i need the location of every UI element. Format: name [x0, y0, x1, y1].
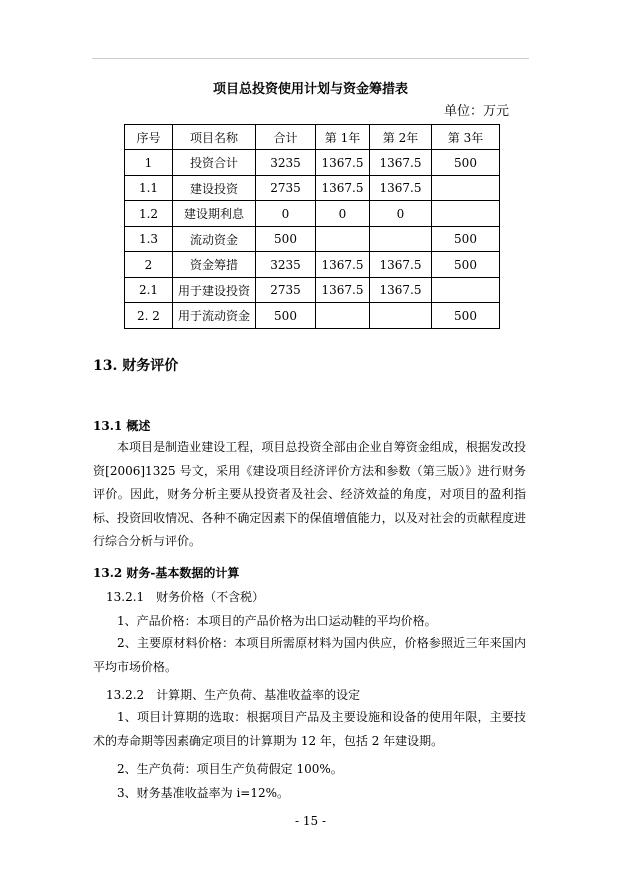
table-unit: 单位：万元: [444, 104, 510, 119]
table-cell: [370, 303, 432, 329]
table-cell: 0: [370, 201, 432, 227]
table-cell: 1367.5: [370, 150, 432, 176]
header-cell: 第 2年: [370, 125, 432, 150]
table-cell: 2735: [256, 176, 316, 201]
table-row: [125, 150, 500, 176]
table-row: [125, 252, 500, 278]
table-cell: 0: [316, 201, 370, 227]
table-cell: 资金筹措: [173, 252, 256, 278]
table-cell: 用于建设投资: [173, 278, 256, 303]
header-cell: 序号: [125, 125, 173, 150]
table-cell: 500: [432, 150, 500, 176]
table-cell: 用于流动资金: [173, 303, 256, 329]
subsection-heading-overview: 13.1 概述: [93, 419, 151, 433]
table-row: [125, 227, 500, 252]
table-cell: 500: [432, 303, 500, 329]
price-item-materials: 2、主要原材料价格：本项目所需原材料为国内供应，价格参照近三年来国内平均市场价格。: [93, 636, 526, 674]
table-cell: 1: [125, 150, 173, 176]
table-title: 项目总投资使用计划与资金筹措表: [212, 82, 408, 97]
page-number: - 15 -: [294, 814, 326, 828]
table-row: [125, 278, 500, 303]
table-cell: 建设投资: [173, 176, 256, 201]
table-row: [125, 176, 500, 201]
table-cell: [432, 278, 500, 303]
table-cell: 1367.5: [370, 278, 432, 303]
sub-subsection-period: 13.2.2 计算期、生产负荷、基准收益率的设定: [106, 688, 361, 702]
table-cell: [316, 303, 370, 329]
table-cell: 1367.5: [316, 252, 370, 278]
table-cell: 500: [432, 227, 500, 252]
table-cell: 1367.5: [316, 176, 370, 201]
table-cell: [432, 201, 500, 227]
table-cell: 2: [125, 252, 173, 278]
table-cell: [316, 227, 370, 252]
table-cell: 3235: [256, 252, 316, 278]
sub-subsection-price: 13.2.1 财务价格（不含税）: [106, 590, 265, 604]
period-item-rate: 3、财务基准收益率为 i=12%。: [117, 786, 290, 800]
header-cell: 第 1年: [316, 125, 370, 150]
table-cell: 1.3: [125, 227, 173, 252]
table-header-row: [125, 125, 500, 150]
subsection-heading-basic-data: 13.2 财务-基本数据的计算: [93, 566, 240, 580]
period-item-calculation: 1、项目计算期的选取：根据项目产品及主要设施和设备的使用年限，主要技术的寿命期等因素确定项目的计算期为 12 年，包括 2 年建设期。: [93, 710, 526, 748]
table-cell: [432, 176, 500, 201]
table-cell: 1.2: [125, 201, 173, 227]
table-cell: 500: [256, 227, 316, 252]
table-cell: [370, 227, 432, 252]
table-cell: 2.1: [125, 278, 173, 303]
table-cell: 2. 2: [125, 303, 173, 329]
overview-paragraph: 本项目是制造业建设工程，项目总投资全部由企业自筹资金组成，根据发改投资[2006]1325 号文，采用《建设项目经济评价方法和参数（第三版）》进行财务评价。因此，财务分析主要从投资者及社会、经济效益的角度，对项目的盈利指标、投资回收情况、各种不确定因素下的保值增值能力，以及对社会的贡献程度进行综合分析与评价。: [93, 440, 526, 548]
table-cell: 1367.5: [316, 278, 370, 303]
table-cell: 建设期利息: [173, 201, 256, 227]
period-item-load: 2、生产负荷：项目生产负荷假定 100%。: [117, 762, 343, 776]
table-cell: 1367.5: [370, 176, 432, 201]
price-item-product: 1、产品价格：本项目的产品价格为出口运动鞋的平均价格。: [117, 614, 437, 628]
table-cell: 1367.5: [370, 252, 432, 278]
header-cell: 第 3年: [432, 125, 500, 150]
table-row: [125, 201, 500, 227]
header-cell: 合计: [256, 125, 316, 150]
header-cell: 项目名称: [173, 125, 256, 150]
header-rule: [92, 58, 529, 59]
table-cell: 2735: [256, 278, 316, 303]
table-cell: 投资合计: [173, 150, 256, 176]
investment-plan-table: [124, 124, 500, 329]
table-cell: 流动资金: [173, 227, 256, 252]
section-heading: 13. 财务评价: [93, 358, 179, 374]
table-row: [125, 303, 500, 329]
table-cell: 500: [256, 303, 316, 329]
table-cell: 3235: [256, 150, 316, 176]
table-cell: 1367.5: [316, 150, 370, 176]
table-cell: 0: [256, 201, 316, 227]
table-cell: 500: [432, 252, 500, 278]
table-cell: 1.1: [125, 176, 173, 201]
